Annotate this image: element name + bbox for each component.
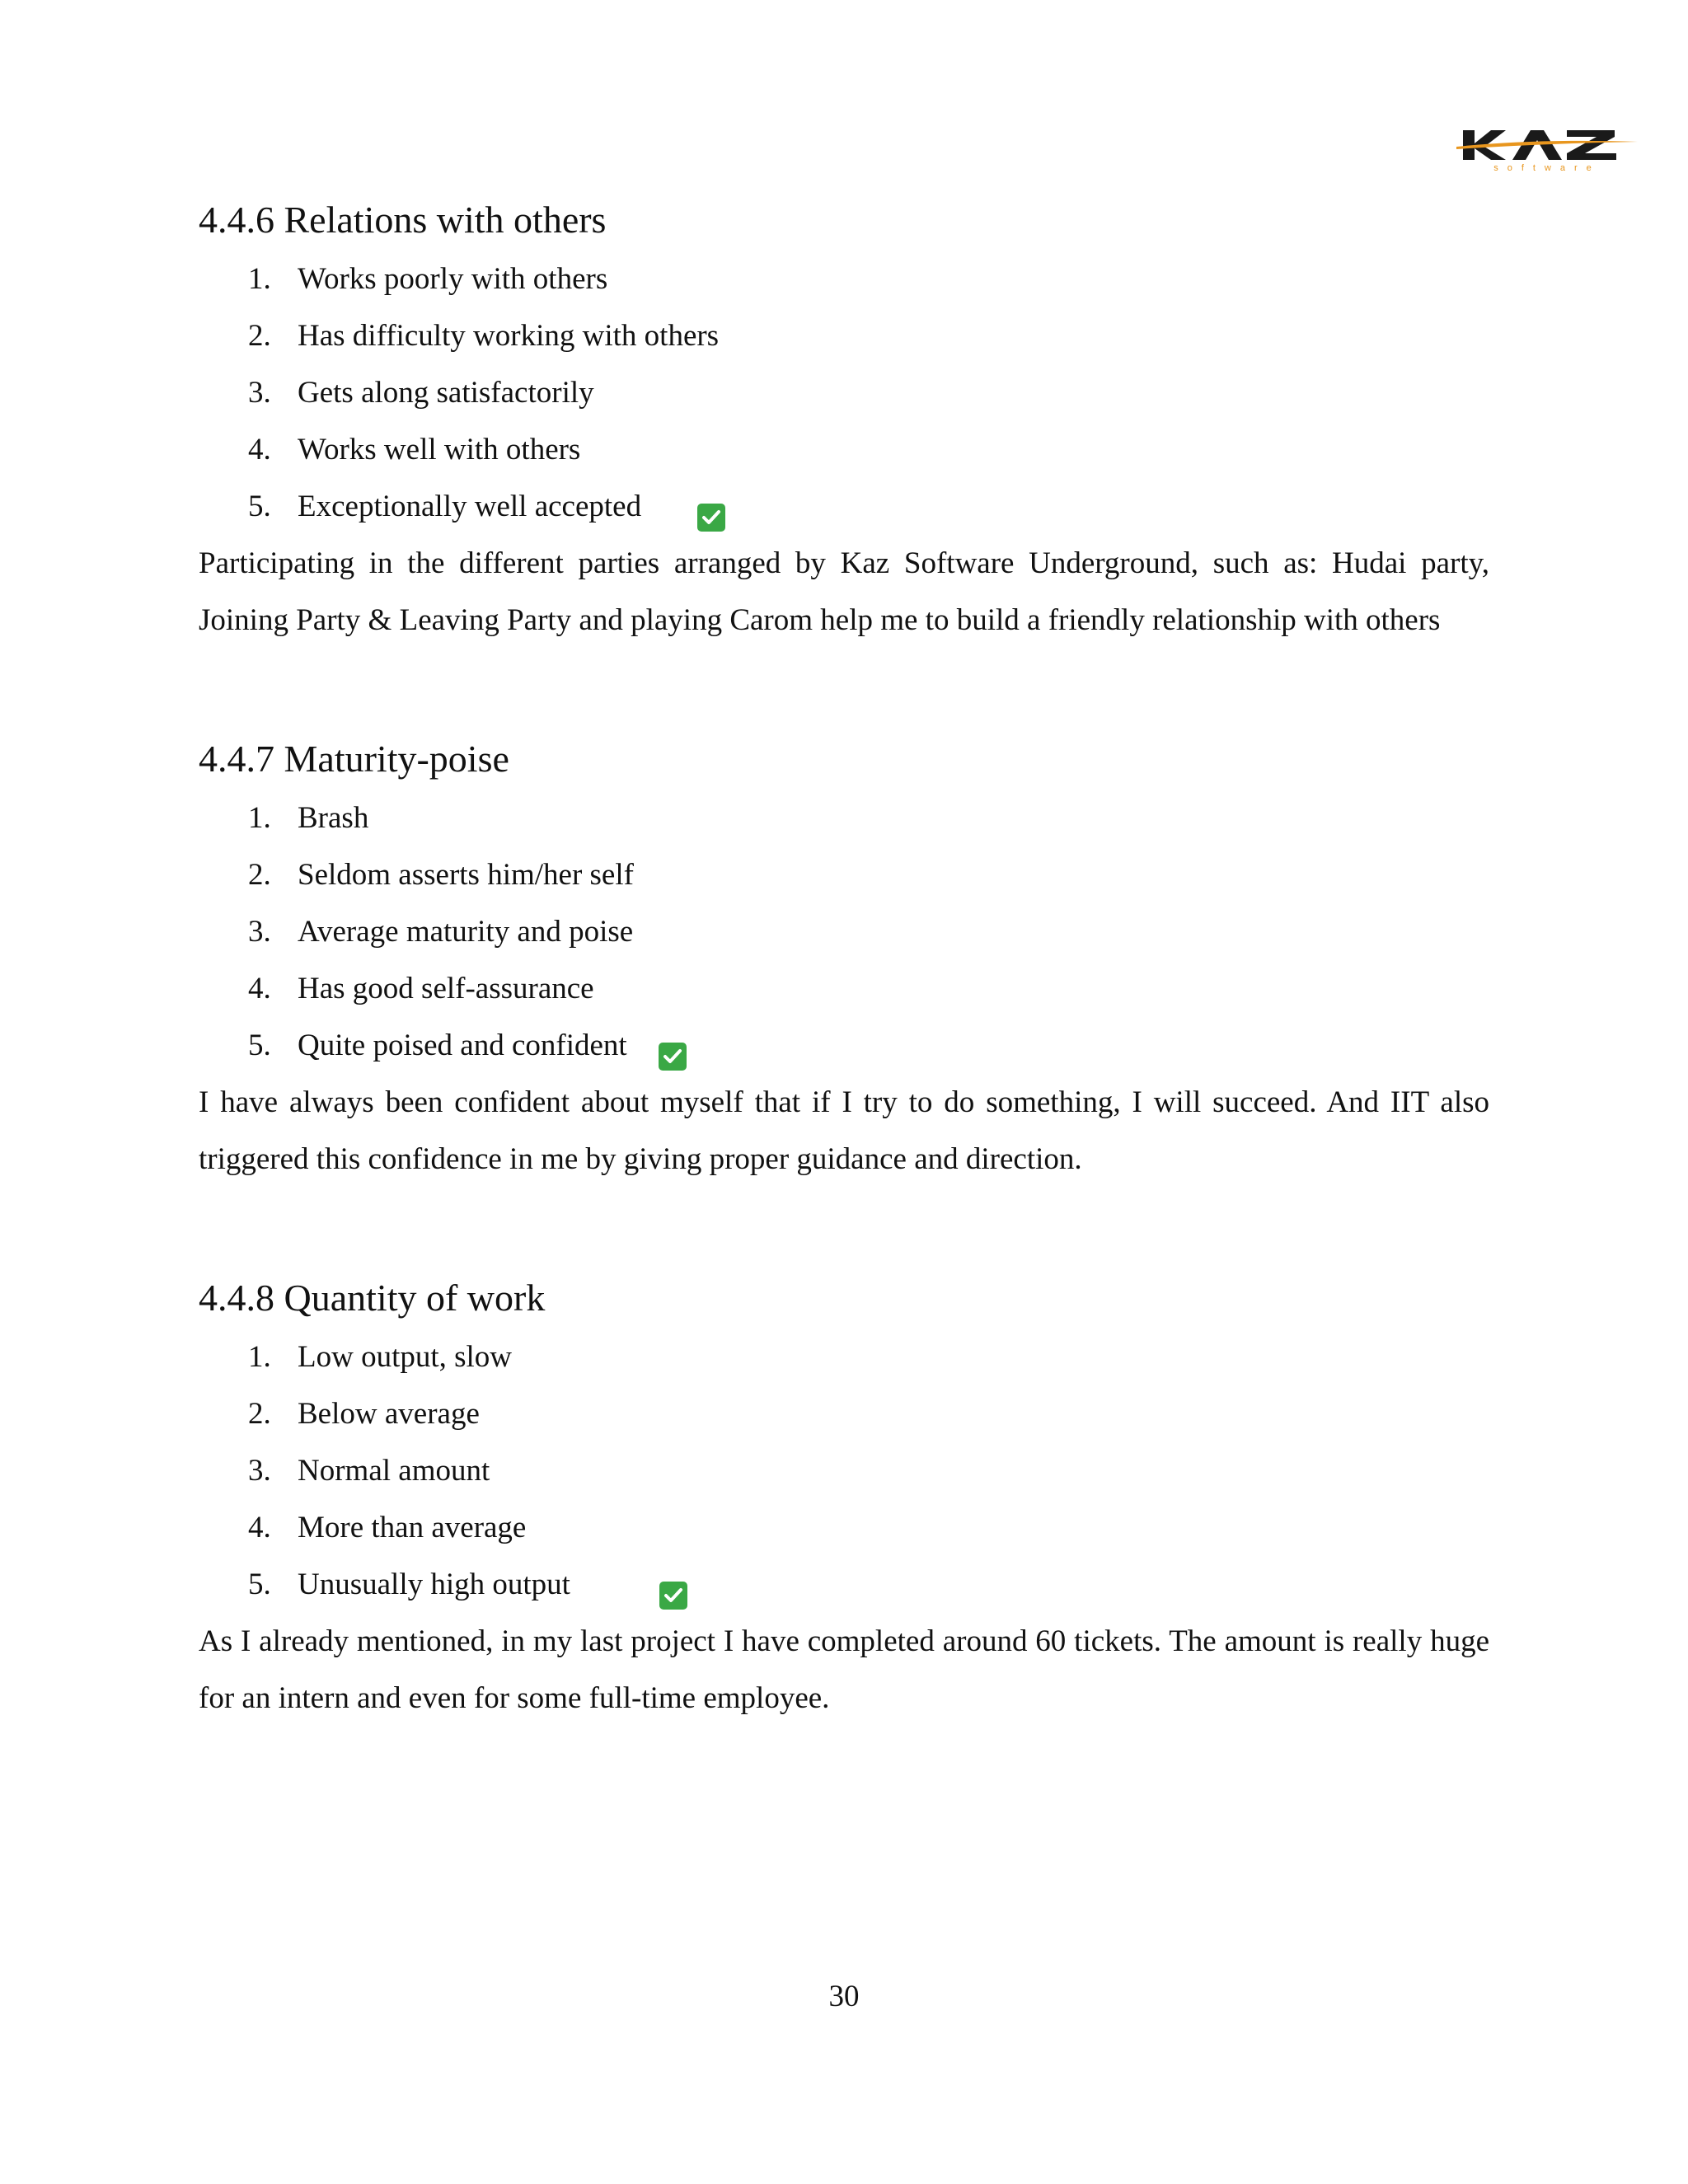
section-maturity-poise [199, 729, 1489, 1188]
option-label: More than average [298, 1511, 527, 1544]
option-item: 3. Gets along satisfactorily [199, 364, 1489, 421]
option-item-selected: 5. Exceptionally well accepted [199, 478, 1489, 535]
option-label: Normal amount [298, 1454, 490, 1488]
rating-options [199, 1329, 1489, 1613]
option-label: Low output, slow [298, 1340, 513, 1374]
option-item-selected: 5. Unusually high output [199, 1556, 1489, 1613]
section-relations-with-others [199, 190, 1489, 649]
option-label: Works well with others [298, 433, 581, 466]
option-label: Gets along satisfactorily [298, 376, 594, 410]
option-item: 4. Works well with others [199, 421, 1489, 478]
section-paragraph: Participating in the different parties arranged by Kaz Software Underground, such as: Hudai party, Joining Party & Leaving Party and playing Carom help me to build a friendly relationship with others [199, 546, 1489, 637]
section-paragraph: I have always been confident about myself that if I try to do something, I will succeed. And IIT also triggered this confidence in me by giving proper guidance and direction. [199, 1085, 1489, 1176]
section-quantity-of-work [199, 1268, 1489, 1727]
option-label: Below average [298, 1397, 480, 1431]
option-item: 1. Low output, slow [199, 1329, 1489, 1385]
option-item: 2. Seldom asserts him/her self [199, 846, 1489, 903]
option-label: Unusually high output [298, 1568, 570, 1601]
option-label: Brash [298, 801, 369, 835]
option-label: Quite poised and confident [298, 1029, 627, 1062]
option-item: 2. Below average [199, 1385, 1489, 1442]
option-item: 3. Normal amount [199, 1442, 1489, 1499]
option-item: 1. Works poorly with others [199, 251, 1489, 307]
option-label: Works poorly with others [298, 262, 608, 296]
option-item: 4. More than average [199, 1499, 1489, 1556]
section-title: 4.4.6 Relations with others [199, 199, 607, 241]
kaz-software-logo [1455, 124, 1640, 173]
option-label: Has good self-assurance [298, 972, 594, 1005]
section-title: 4.4.7 Maturity-poise [199, 738, 509, 780]
check-box-icon [697, 494, 725, 522]
option-item: 4. Has good self-assurance [199, 960, 1489, 1017]
page-number: 30 [828, 1980, 860, 2013]
option-item-selected: 5. Quite poised and confident [199, 1017, 1489, 1074]
option-label: Seldom asserts him/her self [298, 858, 634, 892]
check-box-icon [659, 1572, 687, 1600]
option-item: 1. Brash [199, 790, 1489, 846]
option-label: Average maturity and poise [298, 915, 634, 949]
section-paragraph: As I already mentioned, in my last project I have completed around 60 tickets. The amount is really huge for an intern and even for some full-time employee. [199, 1624, 1489, 1715]
option-label: Exceptionally well accepted [298, 490, 642, 523]
logo-tagline: software [1493, 163, 1601, 173]
rating-options [199, 790, 1489, 1074]
option-label: Has difficulty working with others [298, 319, 720, 353]
kaz-logo-graphic [1455, 124, 1640, 173]
section-title: 4.4.8 Quantity of work [199, 1277, 546, 1319]
option-item: 3. Average maturity and poise [199, 903, 1489, 960]
check-box-icon [659, 1033, 687, 1061]
option-item: 2. Has difficulty working with others [199, 307, 1489, 364]
rating-options [199, 251, 1489, 535]
document-content [199, 190, 1489, 1727]
